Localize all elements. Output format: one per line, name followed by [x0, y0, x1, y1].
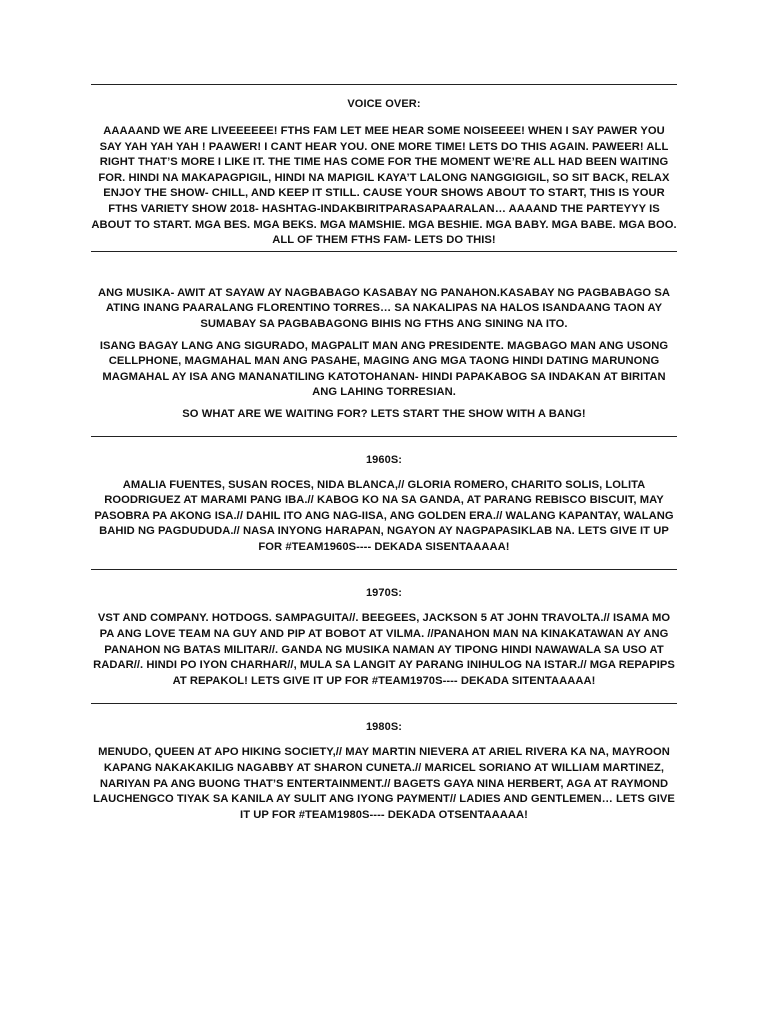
script-page	[91, 84, 677, 823]
divider-1960s	[91, 569, 677, 570]
section-1970s-text: VST AND COMPANY. HOTDOGS. SAMPAGUITA//. BEEGEES, JACKSON 5 AT JOHN TRAVOLTA.// ISAMA MO PA ANG LOVE TEAM NA GUY AND PIP AT BOBOT AT VILMA. //PANAHON MAN NA KINAKATAWAN AY ANG PANAHON NG BATAS MILITAR//. GANDA NG MUSIKA NAMAN AY TIPONG HINDI NAWAWALA SA USO AT RADAR//. HINDI PO IYON CHARHAR//, MULA SA LANGIT AY PARANG INIHULOG NA ISTAR.// MGA REPAPIPS AT REPAKOL! LETS GIVE IT UP FOR #TEAM1970S---- DEKADA SITENTAAAAA!	[93, 612, 675, 687]
section-1960s-heading: 1960S:	[365, 453, 403, 466]
section-1970s-heading: 1970S:	[365, 587, 403, 600]
section-1980s-text: MENUDO, QUEEN AT APO HIKING SOCIETY,// MAY MARTIN NIEVERA AT ARIEL RIVERA KA NA, MAYROON KAPANG NAKAKAKILIG NAGABBY AT SHARON CUNETA.// MARICEL SORIANO AT WILLIAM MARTINEZ, NARIYAN PA ANG BUONG THAT’S ENTERTAINMENT.// BAGETS GAYA NINA HERBERT, AGA AT RAYMOND LAUCHENGCO TIYAK SA KANILA AY SULIT ANG IYONG PAYMENT// LADIES AND GENTLEMEN… LETS GIVE IT UP FOR #TEAM1980S---- DEKADA OTSENTAAAAA!	[93, 746, 675, 821]
divider-top	[91, 84, 677, 85]
divider-voice-over	[91, 251, 677, 252]
voice-over-heading: VOICE OVER:	[347, 98, 421, 110]
divider-intro	[91, 436, 677, 437]
intro-paragraph-3: SO WHAT ARE WE WAITING FOR? LETS START THE SHOW WITH A BANG!	[182, 407, 586, 420]
intro-paragraph-1: ANG MUSIKA- AWIT AT SAYAW AY NAGBABAGO KASABAY NG PANAHON.KASABAY NG PAGBABAGO SA ATING INANG PAARALANG FLORENTINO TORRES… SA NAKALIPAS NA HALOS ISANDAANG TAON AY SUMABAY SA PAGBABAGONG BIHIS NG FTHS ANG SINING NA ITO.	[98, 286, 670, 330]
divider-1970s	[91, 703, 677, 704]
voice-over-text: AAAAAND WE ARE LIVEEEEEE! FTHS FAM LET MEE HEAR SOME NOISEEEE! WHEN I SAY PAWER YOU SAY YAH YAH YAH ! PAAWER! I CANT HEAR YOU. ONE MORE TIME! LETS DO THIS AGAIN. PAWEER! ALL RIGHT THAT’S MORE I LIKE IT. THE TIME HAS COME FOR THE MOMENT WE’RE ALL HAD BEEN WAITING FOR. HINDI NA MAKAPAGPIGIL, HINDI NA MAPIGIL KAYA’T LALONG NANGGIGIGIL, SO SIT BACK, RELAX ENJOY THE SHOW- CHILL, AND KEEP IT STILL. CAUSE YOUR SHOWS ABOUT TO START, THIS IS YOUR FTHS VARIETY SHOW 2018- HASHTAG-INDAKBIRITPARASAPAARALAN… AAAAND THE PARTEYYY IS ABOUT TO START. MGA BES. MGA BEKS. MGA MAMSHIE. MGA BESHIE. MGA BABY. MGA BABE. MGA BOO. ALL OF THEM FTHS FAM- LETS DO THIS!	[91, 125, 677, 247]
section-1960s-text: AMALIA FUENTES, SUSAN ROCES, NIDA BLANCA,// GLORIA ROMERO, CHARITO SOLIS, LOLITA ROODRIGUEZ AT MARAMI PANG IBA.// KABOG KO NA SA GANDA, AT PARANG REBISCO BISCUIT, MAY PASOBRA PA AKONG ISA.// DAHIL ITO ANG NAG-IISA, ANG GOLDEN ERA.// WALANG KAPANTAY, WALANG BAHID NG PAGDUDUDA.// NASA INYONG HARAPAN, NGAYON AY NAGPAPASIKLAB NA. LETS GIVE IT UP FOR #TEAM1960S---- DEKADA SISENTAAAAA!	[94, 478, 674, 553]
intro-paragraph-2: ISANG BAGAY LANG ANG SIGURADO, MAGPALIT MAN ANG PRESIDENTE. MAGBAGO MAN ANG USONG CELLPHONE, MAGMAHAL MAN ANG PASAHE, MAGING ANG MGA TAONG HINDI DATING MARUNONG MAGMAHAL AY ISA ANG MANANATILING KATOTOHANAN- HINDI PAPAKABOG SA INDAKAN AT BIRITAN ANG LAHING TORRESIAN.	[99, 339, 669, 399]
section-1980s-heading: 1980S:	[365, 721, 403, 734]
